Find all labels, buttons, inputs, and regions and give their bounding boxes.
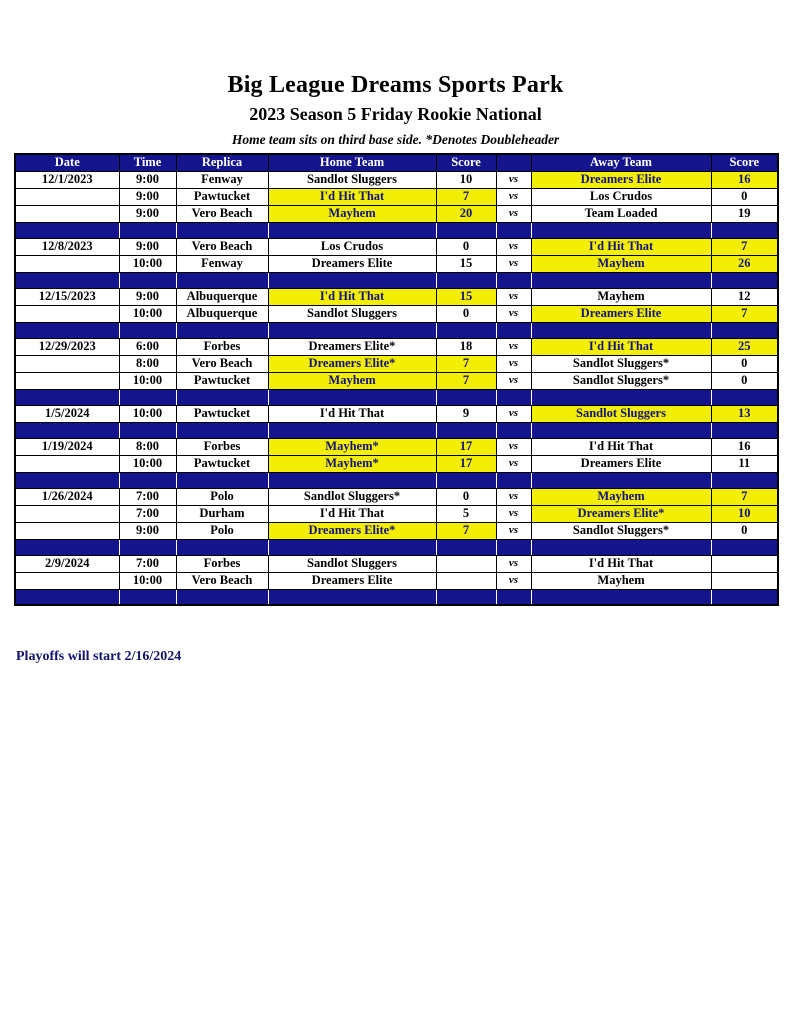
separator-cell — [436, 389, 496, 405]
game-row — [15, 372, 778, 389]
away-team-cell: I'd Hit That — [531, 555, 711, 572]
date-cell — [15, 305, 119, 322]
separator-cell — [436, 539, 496, 555]
game-row — [15, 171, 778, 188]
column-header-away-score: Score — [711, 154, 778, 171]
vs-cell: vs — [496, 455, 531, 472]
separator-cell — [496, 539, 531, 555]
time-cell: 10:00 — [119, 405, 176, 422]
away-team-cell: Dreamers Elite — [531, 171, 711, 188]
vs-cell: vs — [496, 288, 531, 305]
replica-cell: Pawtucket — [176, 455, 268, 472]
away-team-cell: Dreamers Elite — [531, 305, 711, 322]
game-row — [15, 455, 778, 472]
separator-cell — [15, 389, 119, 405]
separator-row — [15, 472, 778, 488]
away-team-cell: Sandlot Sluggers — [531, 405, 711, 422]
date-cell: 12/8/2023 — [15, 238, 119, 255]
time-cell: 9:00 — [119, 171, 176, 188]
separator-cell — [268, 322, 436, 338]
separator-row — [15, 589, 778, 605]
separator-cell — [531, 589, 711, 605]
home-team-cell: Sandlot Sluggers — [268, 555, 436, 572]
separator-cell — [436, 222, 496, 238]
time-cell: 9:00 — [119, 205, 176, 222]
home-score-cell: 7 — [436, 355, 496, 372]
replica-cell: Fenway — [176, 255, 268, 272]
separator-cell — [711, 472, 778, 488]
away-score-cell: 26 — [711, 255, 778, 272]
away-team-cell: Sandlot Sluggers* — [531, 372, 711, 389]
separator-cell — [711, 589, 778, 605]
away-team-cell: Los Crudos — [531, 188, 711, 205]
away-score-cell — [711, 555, 778, 572]
date-cell — [15, 355, 119, 372]
game-row — [15, 288, 778, 305]
game-row — [15, 355, 778, 372]
away-team-cell: I'd Hit That — [531, 338, 711, 355]
date-cell — [15, 255, 119, 272]
replica-cell: Albuquerque — [176, 305, 268, 322]
date-cell — [15, 372, 119, 389]
separator-row — [15, 322, 778, 338]
column-header-home-score: Score — [436, 154, 496, 171]
away-team-cell: Mayhem — [531, 572, 711, 589]
column-header-date: Date — [15, 154, 119, 171]
game-row — [15, 488, 778, 505]
separator-cell — [176, 422, 268, 438]
game-row — [15, 555, 778, 572]
home-team-cell: Sandlot Sluggers — [268, 305, 436, 322]
separator-cell — [496, 322, 531, 338]
game-row — [15, 188, 778, 205]
home-team-cell: Mayhem* — [268, 438, 436, 455]
home-score-cell: 15 — [436, 255, 496, 272]
separator-cell — [119, 272, 176, 288]
away-team-cell: Dreamers Elite — [531, 455, 711, 472]
away-score-cell: 16 — [711, 171, 778, 188]
home-team-cell: Dreamers Elite* — [268, 355, 436, 372]
home-score-cell: 7 — [436, 188, 496, 205]
vs-cell: vs — [496, 522, 531, 539]
separator-cell — [496, 422, 531, 438]
home-score-cell: 7 — [436, 372, 496, 389]
home-score-cell: 5 — [436, 505, 496, 522]
vs-cell: vs — [496, 205, 531, 222]
away-score-cell: 19 — [711, 205, 778, 222]
separator-cell — [15, 589, 119, 605]
separator-cell — [531, 322, 711, 338]
time-cell: 7:00 — [119, 488, 176, 505]
home-team-cell: Mayhem* — [268, 455, 436, 472]
separator-cell — [436, 272, 496, 288]
separator-cell — [268, 222, 436, 238]
game-row — [15, 238, 778, 255]
separator-cell — [531, 472, 711, 488]
time-cell: 10:00 — [119, 572, 176, 589]
date-cell — [15, 572, 119, 589]
game-row — [15, 522, 778, 539]
time-cell: 10:00 — [119, 255, 176, 272]
vs-cell: vs — [496, 171, 531, 188]
separator-cell — [268, 389, 436, 405]
vs-cell: vs — [496, 438, 531, 455]
away-score-cell: 7 — [711, 488, 778, 505]
home-score-cell: 9 — [436, 405, 496, 422]
home-score-cell: 10 — [436, 171, 496, 188]
home-score-cell: 17 — [436, 455, 496, 472]
time-cell: 8:00 — [119, 355, 176, 372]
game-row — [15, 205, 778, 222]
separator-cell — [496, 389, 531, 405]
away-score-cell: 16 — [711, 438, 778, 455]
home-score-cell: 17 — [436, 438, 496, 455]
vs-cell: vs — [496, 405, 531, 422]
separator-cell — [711, 272, 778, 288]
replica-cell: Vero Beach — [176, 355, 268, 372]
vs-cell: vs — [496, 188, 531, 205]
replica-cell: Forbes — [176, 338, 268, 355]
away-team-cell: Mayhem — [531, 255, 711, 272]
date-cell — [15, 522, 119, 539]
time-cell: 10:00 — [119, 372, 176, 389]
separator-cell — [268, 539, 436, 555]
separator-cell — [531, 222, 711, 238]
home-team-cell: Sandlot Sluggers* — [268, 488, 436, 505]
away-score-cell: 7 — [711, 238, 778, 255]
separator-cell — [176, 539, 268, 555]
separator-row — [15, 539, 778, 555]
date-cell: 1/5/2024 — [15, 405, 119, 422]
away-score-cell: 12 — [711, 288, 778, 305]
time-cell: 9:00 — [119, 522, 176, 539]
replica-cell: Polo — [176, 522, 268, 539]
away-team-cell: Sandlot Sluggers* — [531, 522, 711, 539]
away-score-cell: 11 — [711, 455, 778, 472]
home-team-cell: Dreamers Elite — [268, 572, 436, 589]
replica-cell: Vero Beach — [176, 205, 268, 222]
home-team-cell: I'd Hit That — [268, 405, 436, 422]
home-score-cell: 0 — [436, 305, 496, 322]
separator-cell — [119, 422, 176, 438]
game-row — [15, 572, 778, 589]
away-score-cell: 7 — [711, 305, 778, 322]
column-header-home-team: Home Team — [268, 154, 436, 171]
time-cell: 10:00 — [119, 455, 176, 472]
separator-cell — [711, 222, 778, 238]
time-cell: 7:00 — [119, 505, 176, 522]
date-cell — [15, 455, 119, 472]
home-team-cell: Mayhem — [268, 205, 436, 222]
home-team-cell: Mayhem — [268, 372, 436, 389]
date-cell: 1/19/2024 — [15, 438, 119, 455]
home-team-cell: Sandlot Sluggers — [268, 171, 436, 188]
away-score-cell: 0 — [711, 372, 778, 389]
date-cell — [15, 505, 119, 522]
replica-cell: Forbes — [176, 438, 268, 455]
game-row — [15, 305, 778, 322]
separator-cell — [711, 389, 778, 405]
separator-cell — [119, 589, 176, 605]
replica-cell: Pawtucket — [176, 372, 268, 389]
home-team-cell: Dreamers Elite* — [268, 338, 436, 355]
separator-cell — [436, 472, 496, 488]
column-header-vs — [496, 154, 531, 171]
replica-cell: Albuquerque — [176, 288, 268, 305]
away-score-cell: 25 — [711, 338, 778, 355]
away-team-cell: Sandlot Sluggers* — [531, 355, 711, 372]
separator-cell — [176, 589, 268, 605]
home-team-cell: I'd Hit That — [268, 505, 436, 522]
separator-cell — [176, 472, 268, 488]
home-score-cell — [436, 555, 496, 572]
separator-cell — [531, 389, 711, 405]
playoffs-note: Playoffs will start 2/16/2024 — [16, 649, 182, 664]
away-score-cell: 0 — [711, 188, 778, 205]
date-cell: 12/1/2023 — [15, 171, 119, 188]
date-cell: 12/29/2023 — [15, 338, 119, 355]
home-score-cell: 0 — [436, 238, 496, 255]
separator-cell — [176, 389, 268, 405]
separator-cell — [711, 539, 778, 555]
vs-cell: vs — [496, 505, 531, 522]
home-team-cell: Dreamers Elite — [268, 255, 436, 272]
replica-cell: Polo — [176, 488, 268, 505]
replica-cell: Vero Beach — [176, 238, 268, 255]
replica-cell: Pawtucket — [176, 188, 268, 205]
vs-cell: vs — [496, 305, 531, 322]
separator-row — [15, 222, 778, 238]
vs-cell: vs — [496, 488, 531, 505]
home-team-cell: I'd Hit That — [268, 188, 436, 205]
separator-cell — [176, 272, 268, 288]
schedule-table — [14, 153, 779, 606]
vs-cell: vs — [496, 555, 531, 572]
page-note: Home team sits on third base side. *Denotes Doubleheader — [231, 132, 560, 147]
game-row — [15, 438, 778, 455]
separator-cell — [15, 422, 119, 438]
time-cell: 10:00 — [119, 305, 176, 322]
away-score-cell — [711, 572, 778, 589]
game-row — [15, 405, 778, 422]
separator-cell — [496, 272, 531, 288]
page-subtitle: 2023 Season 5 Friday Rookie National — [249, 104, 542, 124]
column-header-replica: Replica — [176, 154, 268, 171]
separator-cell — [531, 272, 711, 288]
away-team-cell: Team Loaded — [531, 205, 711, 222]
separator-cell — [436, 422, 496, 438]
home-score-cell: 15 — [436, 288, 496, 305]
time-cell: 9:00 — [119, 238, 176, 255]
separator-cell — [496, 472, 531, 488]
separator-cell — [119, 539, 176, 555]
replica-cell: Vero Beach — [176, 572, 268, 589]
home-score-cell: 0 — [436, 488, 496, 505]
time-cell: 8:00 — [119, 438, 176, 455]
separator-cell — [436, 322, 496, 338]
separator-cell — [15, 272, 119, 288]
date-cell — [15, 205, 119, 222]
vs-cell: vs — [496, 338, 531, 355]
replica-cell: Pawtucket — [176, 405, 268, 422]
separator-row — [15, 389, 778, 405]
away-team-cell: Dreamers Elite* — [531, 505, 711, 522]
separator-cell — [711, 322, 778, 338]
away-team-cell: Mayhem — [531, 288, 711, 305]
home-team-cell: I'd Hit That — [268, 288, 436, 305]
separator-cell — [15, 539, 119, 555]
home-team-cell: Dreamers Elite* — [268, 522, 436, 539]
game-row — [15, 505, 778, 522]
time-cell: 6:00 — [119, 338, 176, 355]
vs-cell: vs — [496, 355, 531, 372]
separator-cell — [119, 222, 176, 238]
home-score-cell: 18 — [436, 338, 496, 355]
separator-cell — [268, 472, 436, 488]
separator-cell — [268, 422, 436, 438]
separator-cell — [531, 539, 711, 555]
separator-cell — [15, 472, 119, 488]
game-row — [15, 255, 778, 272]
away-team-cell: I'd Hit That — [531, 238, 711, 255]
separator-cell — [268, 272, 436, 288]
away-score-cell: 0 — [711, 522, 778, 539]
schedule-body — [15, 171, 778, 605]
separator-cell — [496, 222, 531, 238]
separator-cell — [15, 222, 119, 238]
replica-cell: Durham — [176, 505, 268, 522]
home-score-cell: 7 — [436, 522, 496, 539]
separator-cell — [176, 322, 268, 338]
replica-cell: Forbes — [176, 555, 268, 572]
header-row — [15, 154, 778, 171]
separator-cell — [119, 472, 176, 488]
separator-cell — [711, 422, 778, 438]
replica-cell: Fenway — [176, 171, 268, 188]
home-score-cell — [436, 572, 496, 589]
date-cell: 12/15/2023 — [15, 288, 119, 305]
separator-cell — [436, 589, 496, 605]
separator-row — [15, 422, 778, 438]
away-score-cell: 13 — [711, 405, 778, 422]
game-row — [15, 338, 778, 355]
home-team-cell: Los Crudos — [268, 238, 436, 255]
time-cell: 9:00 — [119, 288, 176, 305]
separator-cell — [268, 589, 436, 605]
date-cell: 2/9/2024 — [15, 555, 119, 572]
vs-cell: vs — [496, 255, 531, 272]
vs-cell: vs — [496, 572, 531, 589]
separator-cell — [531, 422, 711, 438]
column-header-away-team: Away Team — [531, 154, 711, 171]
vs-cell: vs — [496, 238, 531, 255]
time-cell: 7:00 — [119, 555, 176, 572]
home-score-cell: 20 — [436, 205, 496, 222]
separator-cell — [496, 589, 531, 605]
time-cell: 9:00 — [119, 188, 176, 205]
date-cell: 1/26/2024 — [15, 488, 119, 505]
away-score-cell: 10 — [711, 505, 778, 522]
away-team-cell: I'd Hit That — [531, 438, 711, 455]
separator-row — [15, 272, 778, 288]
separator-cell — [119, 322, 176, 338]
page-title: Big League Dreams Sports Park — [227, 72, 564, 98]
date-cell — [15, 188, 119, 205]
column-header-time: Time — [119, 154, 176, 171]
away-team-cell: Mayhem — [531, 488, 711, 505]
vs-cell: vs — [496, 372, 531, 389]
separator-cell — [119, 389, 176, 405]
separator-cell — [176, 222, 268, 238]
separator-cell — [15, 322, 119, 338]
away-score-cell: 0 — [711, 355, 778, 372]
